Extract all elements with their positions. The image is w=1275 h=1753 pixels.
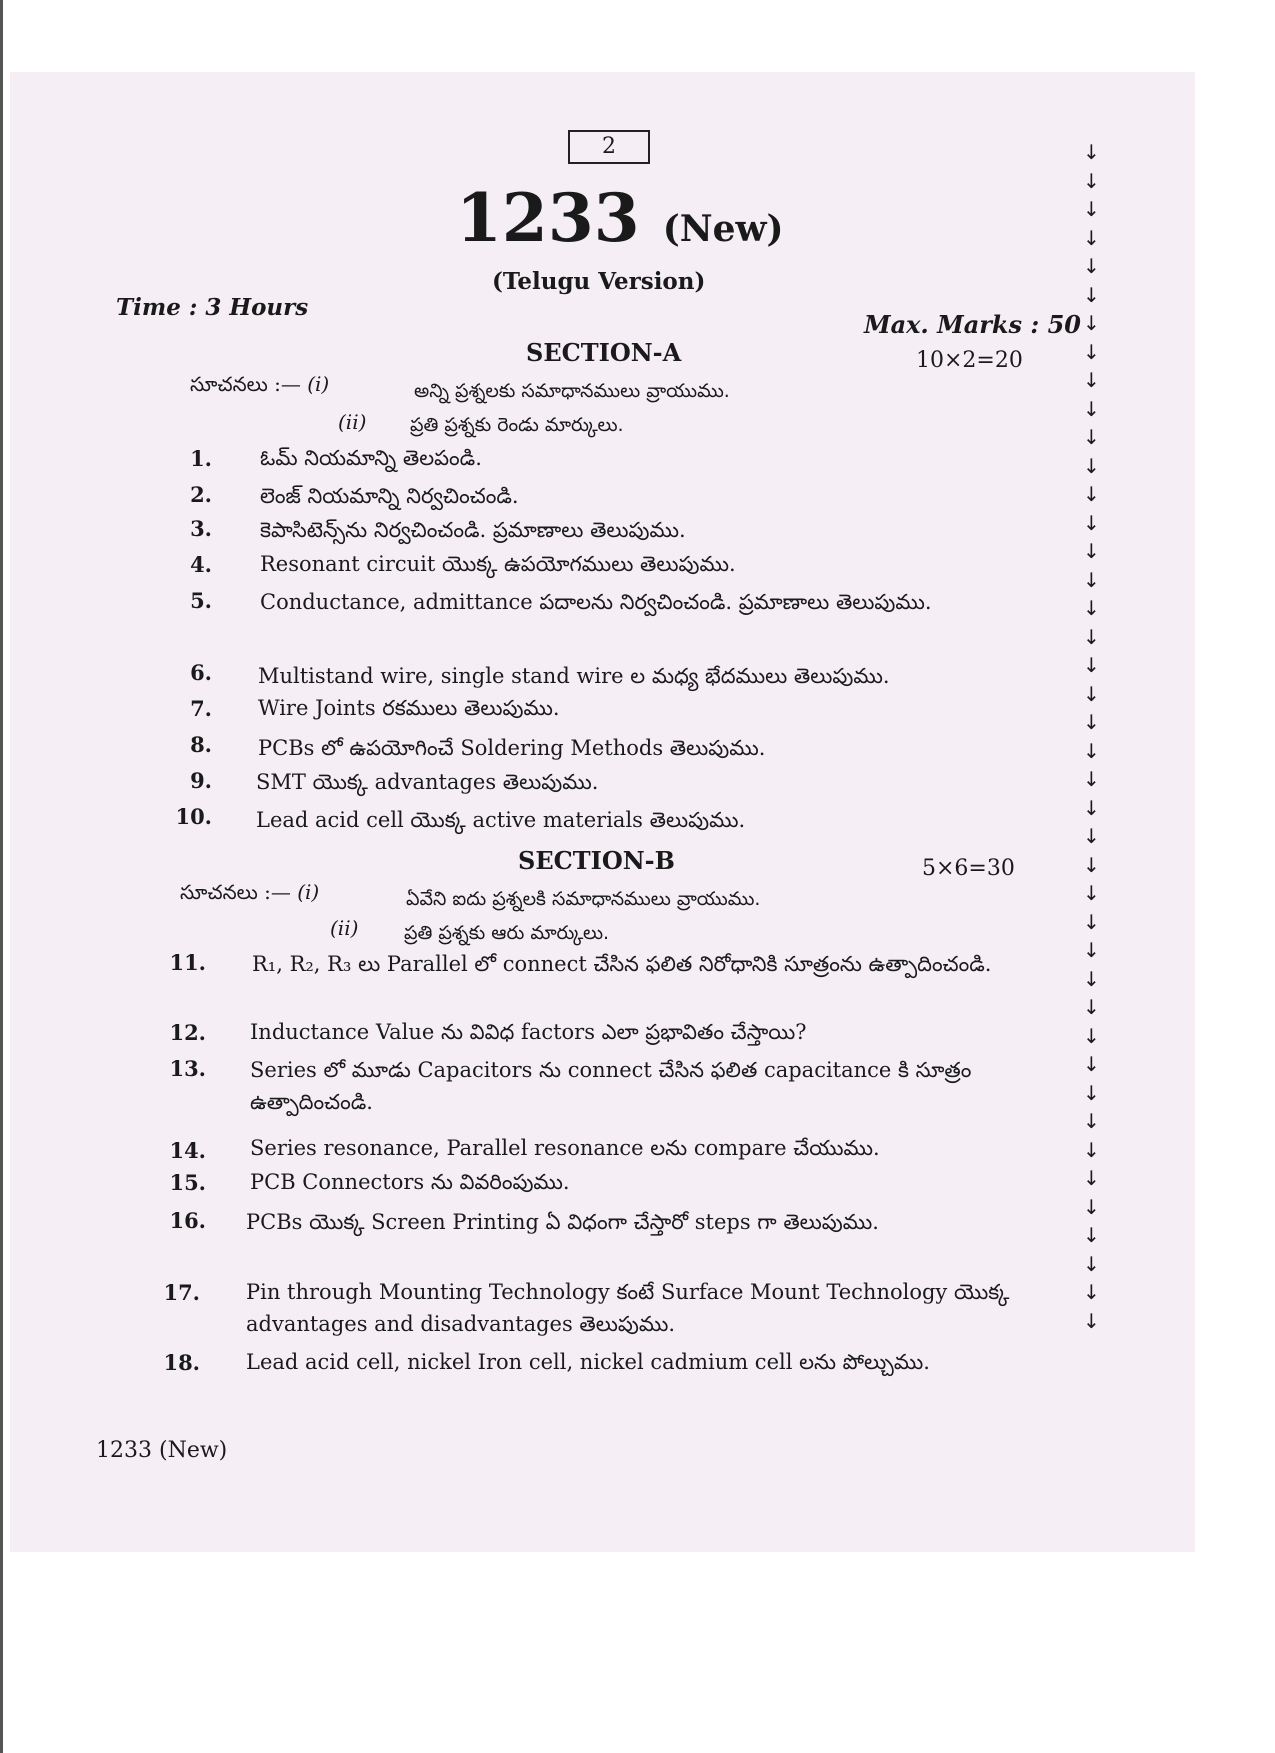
question-number: 12.: [169, 1020, 206, 1045]
margin-arrow-icon: ↓: [1083, 624, 1100, 649]
question-number: 9.: [190, 768, 212, 793]
question-number: 16.: [169, 1208, 206, 1233]
exam-duration: Time : 3 Hours: [116, 294, 309, 321]
question-text: Lead acid cell యొక్క active materials తెలుపుము.: [256, 808, 746, 832]
question-text: Multistand wire, single stand wire ల మధ్య భేదములు తెలుపుము.: [258, 664, 890, 688]
section-b-marks: 5×6=30: [922, 856, 1015, 881]
margin-arrow-column: [1083, 138, 1103, 1335]
margin-arrow-icon: ↓: [1083, 881, 1100, 905]
note-label-text: సూచనలు :—: [190, 372, 301, 396]
question-number: 11.: [169, 950, 206, 975]
paper-code-number: 1233: [456, 179, 640, 257]
question-number: 6.: [190, 660, 212, 685]
question-text: Resonant circuit యొక్క ఉపయోగములు తెలుపుము.: [260, 552, 736, 576]
note-label-text: సూచనలు :—: [180, 880, 291, 904]
margin-arrow-icon: ↓: [1083, 681, 1100, 706]
note-1-number: (i): [297, 880, 320, 904]
question-text: PCB Connectors ను వివరింపుము.: [250, 1170, 570, 1194]
margin-arrow-icon: ↓: [1083, 1251, 1100, 1276]
question-text: PCBs యొక్క Screen Printing ఏ విధంగా చేస్తారో steps గా తెలుపుము.: [246, 1210, 879, 1234]
question-number: 17.: [163, 1280, 200, 1305]
margin-arrow-icon: ↓: [1083, 140, 1100, 164]
section-b-note-2: ప్రతి ప్రశ్నకు ఆరు మార్కులు.: [404, 922, 610, 944]
margin-arrow-icon: ↓: [1083, 311, 1100, 335]
question-number: 3.: [190, 516, 212, 541]
margin-arrow-icon: ↓: [1083, 1166, 1100, 1190]
section-b-note-label: [180, 880, 319, 909]
section-a-note-label: [190, 372, 329, 401]
question-text: SMT యొక్క advantages తెలుపుము.: [256, 770, 599, 794]
margin-arrow-icon: ↓: [1083, 396, 1100, 421]
margin-arrow-icon: ↓: [1083, 1052, 1100, 1076]
margin-arrow-icon: ↓: [1083, 567, 1100, 592]
margin-arrow-icon: ↓: [1083, 852, 1100, 877]
margin-arrow-icon: ↓: [1083, 1194, 1100, 1219]
margin-arrow-icon: ↓: [1083, 1137, 1100, 1162]
margin-arrow-icon: ↓: [1083, 1308, 1100, 1333]
margin-arrow-icon: ↓: [1083, 653, 1100, 677]
section-a-title: SECTION-A: [526, 338, 682, 367]
margin-arrow-icon: ↓: [1083, 539, 1100, 563]
question-text: Wire Joints రకములు తెలుపుము.: [258, 696, 560, 720]
question-number: 18.: [163, 1350, 200, 1375]
margin-arrow-icon: ↓: [1083, 909, 1100, 934]
question-text: లెంజ్ నియమాన్ని నిర్వచించండి.: [260, 484, 519, 508]
note-2-number: (ii): [338, 410, 367, 434]
margin-arrow-icon: ↓: [1083, 596, 1100, 620]
margin-arrow-icon: ↓: [1083, 482, 1100, 506]
question-number: 10.: [175, 804, 212, 829]
margin-arrow-icon: ↓: [1083, 225, 1100, 250]
margin-arrow-icon: ↓: [1083, 1109, 1100, 1133]
margin-arrow-icon: ↓: [1083, 282, 1100, 307]
question-text: ఓమ్ నియమాన్ని తెలపండి.: [260, 446, 482, 470]
paper-code-suffix: (New): [662, 208, 784, 250]
question-number: 14.: [169, 1138, 206, 1163]
footer-code: 1233 (New): [96, 1438, 228, 1463]
margin-arrow-icon: ↓: [1083, 425, 1100, 449]
margin-arrow-icon: ↓: [1083, 710, 1100, 734]
section-b-title: SECTION-B: [518, 846, 675, 875]
margin-arrow-icon: ↓: [1083, 1280, 1100, 1304]
question-text: Inductance Value ను వివిధ factors ఎలా ప్రభావితం చేస్తాయి?: [250, 1020, 807, 1044]
question-text: Series లో మూడు Capacitors ను connect చేసిన ఫలిత capacitance కి సూత్రం ఉత్పాదించండి.: [250, 1058, 972, 1114]
question-text: R₁, R₂, R₃ లు Parallel లో connect చేసిన ఫలిత నిరోధానికి సూత్రంను ఉత్పాదించండి.: [252, 952, 992, 976]
question-text: Conductance, admittance పదాలను నిర్వచించండి. ప్రమాణాలు తెలుపుము.: [260, 590, 932, 614]
margin-arrow-icon: ↓: [1083, 168, 1100, 193]
question-number: 1.: [190, 446, 212, 471]
question-text: Lead acid cell, nickel Iron cell, nickel cadmium cell లను పోల్చుము.: [246, 1350, 930, 1374]
question-text: కెపాసిటెన్స్‌ను నిర్వచించండి. ప్రమాణాలు తెలుపుము.: [260, 518, 686, 542]
margin-arrow-icon: ↓: [1083, 453, 1100, 478]
question-number: 15.: [169, 1170, 206, 1195]
margin-arrow-icon: ↓: [1083, 1023, 1100, 1048]
note-2-number: (ii): [330, 916, 359, 940]
margin-arrow-icon: ↓: [1083, 1080, 1100, 1105]
margin-arrow-icon: ↓: [1083, 254, 1100, 278]
margin-arrow-icon: ↓: [1083, 995, 1100, 1019]
question-number: 13.: [169, 1056, 206, 1081]
note-1-number: (i): [307, 372, 330, 396]
question-number: 2.: [190, 482, 212, 507]
margin-arrow-icon: ↓: [1083, 938, 1100, 962]
margin-arrow-icon: ↓: [1083, 1223, 1100, 1247]
question-number: 7.: [190, 696, 212, 721]
margin-arrow-icon: ↓: [1083, 738, 1100, 763]
page-number: 2: [568, 130, 650, 164]
margin-arrow-icon: ↓: [1083, 966, 1100, 991]
margin-arrow-icon: ↓: [1083, 795, 1100, 820]
section-a-note-2-number: [338, 410, 366, 434]
paper-code: [456, 178, 784, 269]
section-b-note-1: ఏవేని ఐదు ప్రశ్నలకి సమాధానములు వ్రాయుము.: [406, 888, 761, 910]
margin-arrow-icon: ↓: [1083, 197, 1100, 221]
question-text: PCBs లో ఉపయోగించే Soldering Methods తెలుపుము.: [258, 736, 766, 760]
section-a-marks: 10×2=20: [916, 348, 1023, 373]
margin-arrow-icon: ↓: [1083, 339, 1100, 364]
question-text: Pin through Mounting Technology కంటే Surface Mount Technology యొక్క advantages and disadvantages తెలుపుము.: [246, 1280, 1010, 1336]
section-b-note-2-number: [330, 916, 358, 940]
page-edge: [0, 0, 3, 1753]
margin-arrow-icon: ↓: [1083, 767, 1100, 791]
paper-version: (Telugu Version): [492, 268, 706, 295]
margin-arrow-icon: ↓: [1083, 824, 1100, 848]
section-a-note-2: ప్రతి ప్రశ్నకు రెండు మార్కులు.: [410, 414, 624, 436]
margin-arrow-icon: ↓: [1083, 368, 1100, 392]
question-number: 4.: [190, 552, 212, 577]
question-text: Series resonance, Parallel resonance లను compare చేయుము.: [250, 1136, 880, 1160]
margin-arrow-icon: ↓: [1083, 510, 1100, 535]
section-a-note-1: అన్ని ప్రశ్నలకు సమాధానములు వ్రాయుము.: [414, 380, 730, 402]
max-marks: Max. Marks : 50: [864, 310, 1082, 339]
question-number: 8.: [190, 732, 212, 757]
question-number: 5.: [190, 588, 212, 613]
